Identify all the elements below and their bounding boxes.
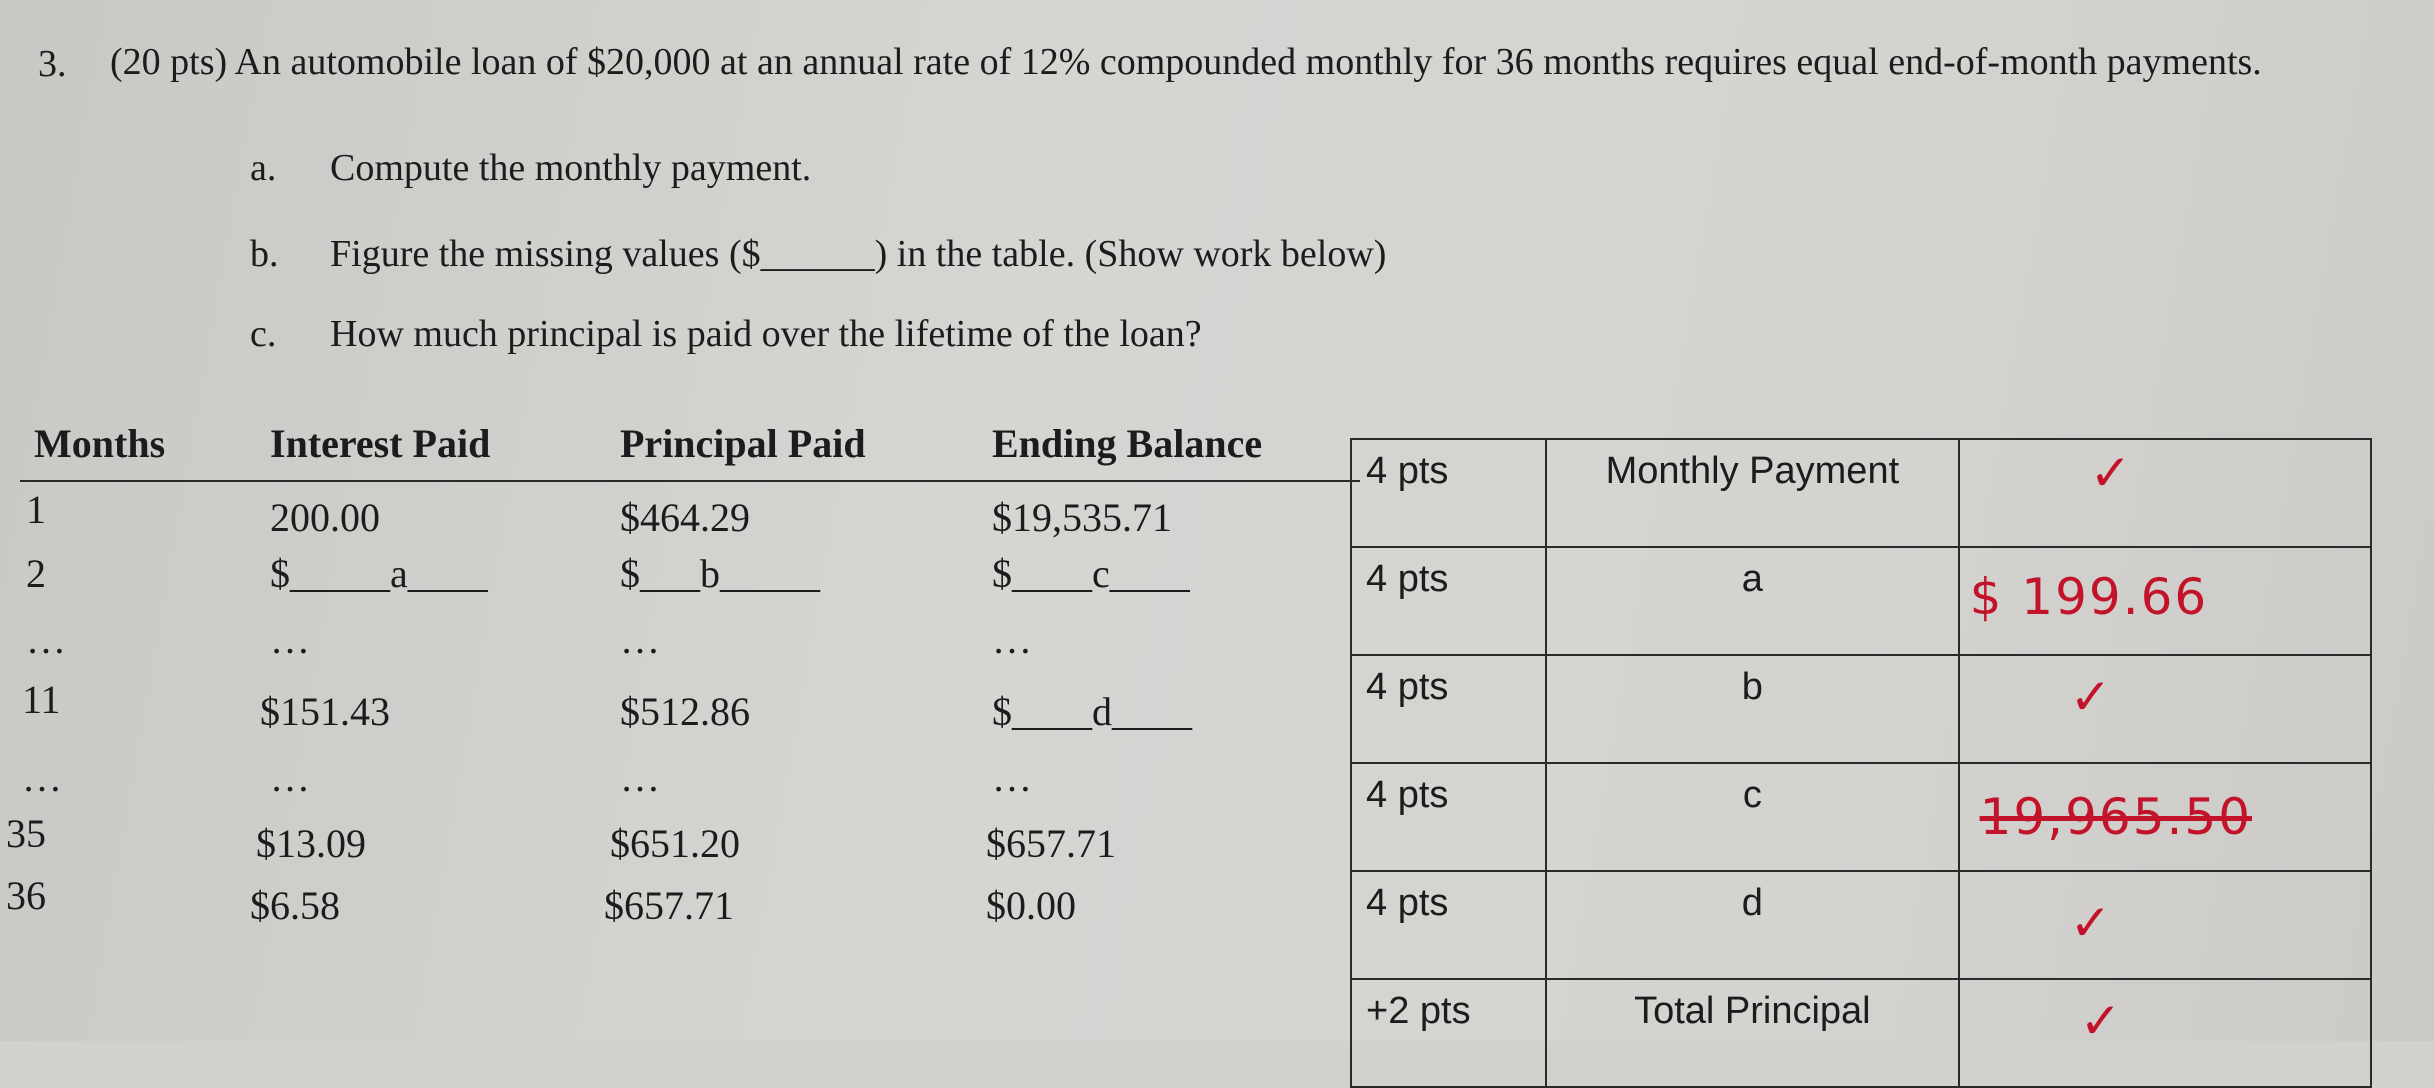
- rubric-row: [1351, 655, 2371, 763]
- part-letter: c.: [250, 313, 277, 355]
- rubric-mark-cell: [1959, 547, 2371, 655]
- grader-handwritten-answer: 19,965.50: [1979, 788, 2253, 846]
- rubric-points: 4 pts: [1351, 871, 1546, 979]
- rubric-row: [1351, 547, 2371, 655]
- cell-principal: $464.29: [620, 495, 750, 540]
- part-c: [250, 312, 1202, 356]
- rubric-points: 4 pts: [1351, 547, 1546, 655]
- cell-principal: $657.71: [604, 883, 734, 928]
- rubric-mark-cell: [1959, 763, 2371, 871]
- cell-ellipsis: …: [270, 755, 310, 800]
- grader-handwritten-answer: $ 199.66: [1969, 568, 2209, 626]
- cell-month: 1: [26, 487, 46, 532]
- cell-ellipsis: …: [992, 617, 1032, 662]
- rubric-item: a: [1546, 547, 1958, 655]
- rubric-points: 4 pts: [1351, 655, 1546, 763]
- cell-month: 11: [22, 677, 61, 722]
- part-text: Figure the missing values ($______) in the table. (Show work below): [330, 233, 1387, 275]
- cell-balance-blank-c: $____c____: [992, 551, 1190, 596]
- rubric-mark-cell: [1959, 979, 2371, 1087]
- rubric-row: [1351, 439, 2371, 547]
- rubric-mark-cell: [1959, 655, 2371, 763]
- part-b: [250, 232, 1386, 276]
- rubric-item: d: [1546, 871, 1958, 979]
- cell-balance: $0.00: [986, 883, 1076, 928]
- part-a: [250, 146, 811, 190]
- cell-ellipsis: …: [26, 617, 66, 662]
- cell-ellipsis: …: [620, 617, 660, 662]
- problem-statement: (20 pts) An automobile loan of $20,000 at an annual rate of 12% compounded monthly for 36 months requires equal end-of-month payments.: [110, 41, 2262, 83]
- rubric-item: b: [1546, 655, 1958, 763]
- cell-principal-blank-b: $___b_____: [620, 551, 820, 596]
- header-interest-paid: Interest Paid: [270, 421, 491, 466]
- cell-principal: $512.86: [620, 689, 750, 734]
- amortization-table: [6, 420, 1360, 940]
- rubric-item: c: [1546, 763, 1958, 871]
- rubric-row: [1351, 979, 2371, 1087]
- cell-balance: $19,535.71: [992, 495, 1172, 540]
- rubric-mark-cell: [1959, 871, 2371, 979]
- part-letter: a.: [250, 147, 277, 189]
- rubric-item: Monthly Payment: [1546, 439, 1958, 547]
- header-months: Months: [34, 421, 166, 466]
- rubric-item: Total Principal: [1546, 979, 1958, 1087]
- cell-interest: 200.00: [270, 495, 380, 540]
- cell-interest: $151.43: [260, 689, 390, 734]
- problem-number: 3.: [38, 43, 67, 85]
- cell-balance-blank-d: $____d____: [992, 689, 1192, 734]
- grader-check-icon: ✓: [2069, 894, 2114, 952]
- rubric-row: [1351, 871, 2371, 979]
- part-text: How much principal is paid over the lifetime of the loan?: [330, 313, 1202, 355]
- grader-check-icon: ✓: [2069, 668, 2114, 726]
- cell-ellipsis: …: [620, 755, 660, 800]
- grader-check-icon: ✓: [2079, 992, 2124, 1050]
- grading-rubric-table: [1350, 438, 2372, 1088]
- rubric-points: 4 pts: [1351, 439, 1546, 547]
- cell-interest: $13.09: [256, 821, 366, 866]
- rubric-row: [1351, 763, 2371, 871]
- cell-month: 2: [26, 551, 46, 596]
- cell-month: 35: [6, 811, 46, 856]
- cell-interest-blank-a: $_____a____: [270, 551, 488, 596]
- cell-ellipsis: …: [992, 755, 1032, 800]
- cell-ellipsis: …: [270, 617, 310, 662]
- cell-balance: $657.71: [986, 821, 1116, 866]
- cell-month: 36: [6, 873, 46, 918]
- grader-check-icon: ✓: [2089, 444, 2134, 502]
- header-ending-balance: Ending Balance: [992, 421, 1263, 466]
- rubric-points: +2 pts: [1351, 979, 1546, 1087]
- rubric-mark-cell: [1959, 439, 2371, 547]
- header-rule: [20, 480, 1360, 482]
- part-text: Compute the monthly payment.: [330, 147, 812, 189]
- cell-ellipsis: …: [22, 755, 62, 800]
- part-letter: b.: [250, 233, 279, 275]
- rubric-points: 4 pts: [1351, 763, 1546, 871]
- cell-interest: $6.58: [250, 883, 340, 928]
- cell-principal: $651.20: [610, 821, 740, 866]
- header-principal-paid: Principal Paid: [620, 421, 866, 466]
